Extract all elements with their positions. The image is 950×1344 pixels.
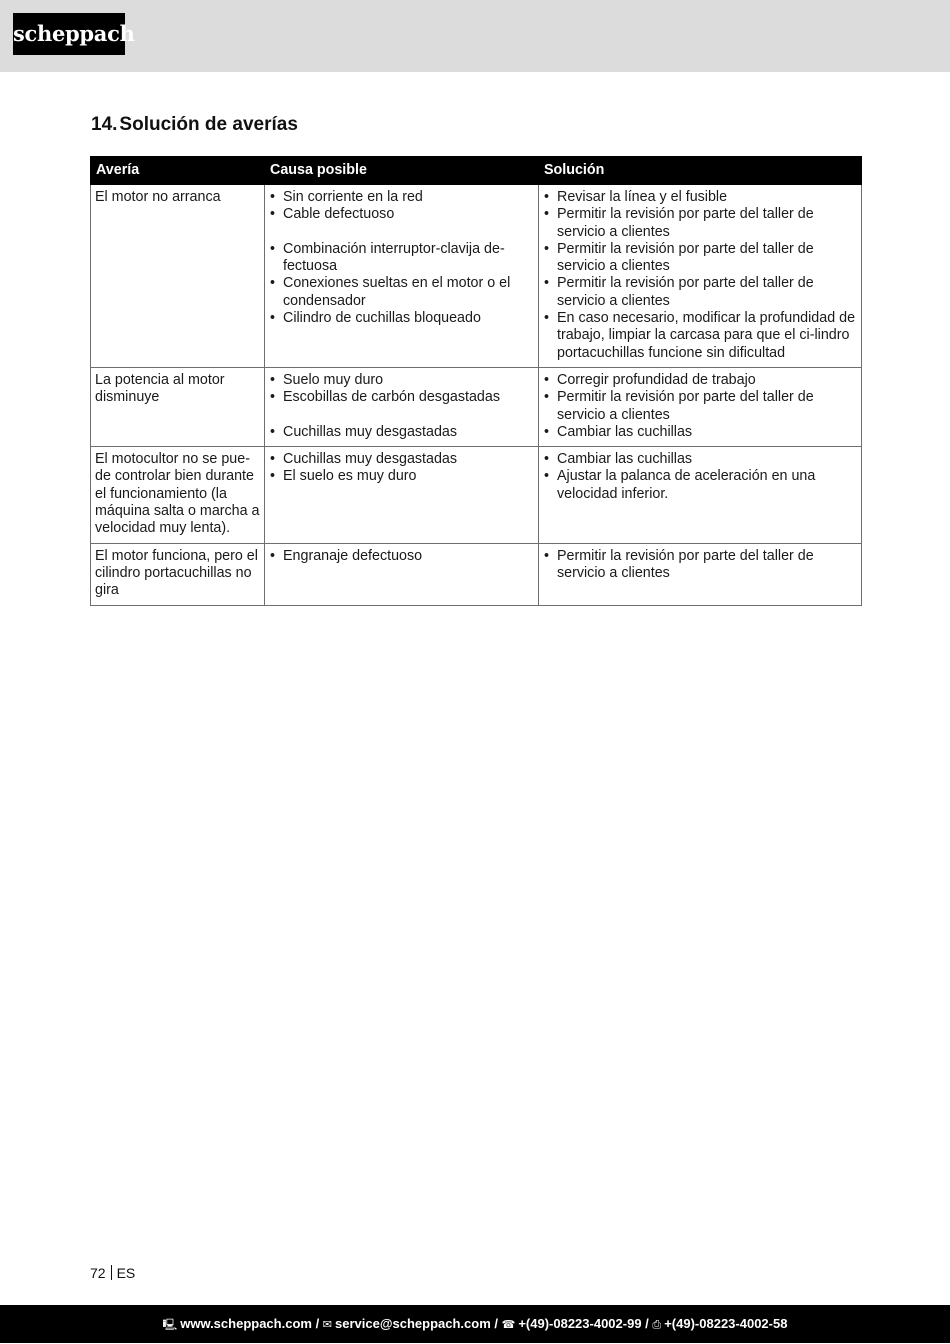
fault-cell: El motor no arranca: [91, 185, 265, 368]
header-band: [0, 0, 950, 72]
solution-item: • Permitir la revisión por parte del taller de servicio a clientes: [543, 275, 857, 310]
cause-item: • Cable defectuoso: [269, 206, 534, 223]
solution-item: • Corregir profundidad de trabajo: [543, 372, 857, 389]
cause-item: • Combinación interruptor-clavija de-fectuosa: [269, 241, 534, 276]
fault-cell: El motocultor no se pue-de controlar bien durante el funcionamiento (la máquina salta o marcha a velocidad muy lenta).: [91, 447, 265, 543]
table-row: [91, 543, 862, 605]
footer-fax: +(49)-08223-4002-58: [664, 1316, 788, 1331]
cause-item: • Suelo muy duro: [269, 372, 534, 389]
solution-cell: [539, 367, 862, 446]
fax-icon: ⎙: [652, 1319, 662, 1331]
solution-item: • Permitir la revisión por parte del taller de servicio a clientes: [543, 548, 857, 583]
page-number-value: 72: [90, 1265, 106, 1281]
footer-website[interactable]: www.scheppach.com: [180, 1316, 312, 1331]
cause-cell: [265, 447, 539, 543]
mail-icon: ✉︎: [322, 1319, 333, 1331]
solution-item: • En caso necesario, modificar la profundidad de trabajo, limpiar la carcasa para que el ci-lindro portacuchillas funcione sin dificultad: [543, 310, 857, 362]
fault-cell: La potencia al motor disminuye: [91, 367, 265, 446]
solution-item: • Cambiar las cuchillas: [543, 424, 857, 441]
scheppach-logo: scheppach: [13, 13, 125, 55]
solution-cell: [539, 543, 862, 605]
solution-item: • Permitir la revisión por parte del taller de servicio a clientes: [543, 389, 857, 424]
footer-contact-bar: [0, 1305, 950, 1343]
phone-icon: ☎︎: [501, 1319, 516, 1331]
header-solution: Solución: [539, 157, 862, 185]
solution-item: • Permitir la revisión por parte del taller de servicio a clientes: [543, 206, 857, 241]
section-title-text: Solución de averías: [119, 114, 298, 135]
footer-separator: /: [311, 1316, 323, 1331]
cause-cell: [265, 367, 539, 446]
solution-item: • Revisar la línea y el fusible: [543, 189, 857, 206]
section-title: [91, 114, 298, 136]
cause-item: • Cuchillas muy desgastadas: [269, 424, 534, 441]
header-cause: Causa posible: [265, 157, 539, 185]
solution-cell: [539, 447, 862, 543]
cause-item: • Cuchillas muy desgastadas: [269, 451, 534, 468]
cause-item: • Sin corriente en la red: [269, 189, 534, 206]
table-row: [91, 447, 862, 543]
solution-cell: [539, 185, 862, 368]
cause-item: • El suelo es muy duro: [269, 468, 534, 485]
page-number: [90, 1265, 135, 1281]
cause-cell: [265, 543, 539, 605]
computer-icon: 🖳︎: [162, 1319, 178, 1331]
cause-cell: [265, 185, 539, 368]
cause-item: • Conexiones sueltas en el motor o el condensador: [269, 275, 534, 310]
troubleshooting-table: [90, 156, 862, 606]
footer-phone[interactable]: +(49)-08223-4002-99: [518, 1316, 642, 1331]
table-row: [91, 185, 862, 368]
page-separator: [111, 1265, 112, 1280]
section-number: 14.: [91, 114, 118, 135]
header-fault: Avería: [91, 157, 265, 185]
footer-separator: /: [490, 1316, 502, 1331]
footer-email[interactable]: service@scheppach.com: [335, 1316, 491, 1331]
cause-item: • Engranaje defectuoso: [269, 548, 534, 565]
fault-cell: El motor funciona, pero el cilindro portacuchillas no gira: [91, 543, 265, 605]
table-header-row: [91, 157, 862, 185]
cause-item: • Escobillas de carbón desgastadas: [269, 389, 534, 406]
solution-item: • Ajustar la palanca de aceleración en una velocidad inferior.: [543, 468, 857, 503]
table-row: [91, 367, 862, 446]
solution-item: • Cambiar las cuchillas: [543, 451, 857, 468]
cause-item: • Cilindro de cuchillas bloqueado: [269, 310, 534, 327]
footer-separator: /: [641, 1316, 653, 1331]
page-language: ES: [116, 1265, 136, 1281]
solution-item: • Permitir la revisión por parte del taller de servicio a clientes: [543, 241, 857, 276]
